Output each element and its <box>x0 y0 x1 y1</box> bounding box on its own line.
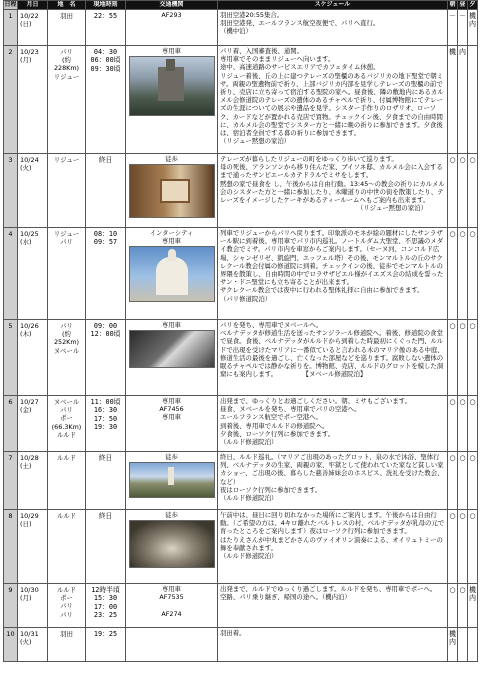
day-time: 09：00 12：00頃 <box>86 320 126 396</box>
day-time: 11：00頃 16：30 17：50 19：30 <box>86 396 126 452</box>
day-number: 8 <box>4 510 18 584</box>
table-row <box>4 396 478 452</box>
sacre-coeur-photo <box>129 246 215 302</box>
day-schedule: パリを発ち、専用車でヌベールへ。 ベルナデッタが修道生活を送ったサンジラール修道院へ。着後、修道院の食堂で昼食。食後、ベルナデッタがルルドから到着した時最初にくぐった門、ルルドで出現を受けたマリアに一番似ていると言われる木のマリア像のある中庭、修道生活の最後を過ごし、亡くなった部屋などを巡ります。腐敗しない遺体の眠るチャペルでは静かな祈りを。博物館、売店、ルルドのグロットを模した洞窟にも案内します。 【ヌベール修道院泊】 <box>218 320 448 396</box>
day-time: 12時半頃 15：30 17：00 23：25 <box>86 584 126 628</box>
meal-dinner <box>468 628 478 662</box>
meal-breakfast: ○ <box>448 452 458 510</box>
day-time: 19：25 <box>86 628 126 662</box>
day-schedule: 列車でリジューからパリへ戻ります。印象派のモネが絵の題材にしたサンラザール駅に到着後、専用車でパリ市内巡礼。ノートルダム大聖堂、不思議のメダイ教会でミサ。パリ市内を車窓からご案内します。（セーヌ河、コンコルド広場、シャンゼリゼ、凱旋門、エッフェル塔）その後、モンマルトルの丘のサクレクール教会付属の修道院に到着。チェックインの後、徒歩でモンマルトルの界隈を散策し、自由時間の中でロラサザビエル様がイエズス会の結成を誓ったサン・ドニ聖堂にも立ち寄ることが出来ます。 サクレクール教会では夜中に行われる聖体礼拝に自由に参加できます。 （パリ修道院泊） <box>218 228 448 320</box>
day-number: 7 <box>4 452 18 510</box>
table-row <box>4 510 478 584</box>
day-time: 終日 <box>86 510 126 584</box>
meal-breakfast: ○ <box>448 510 458 584</box>
meal-lunch: ○ <box>458 510 468 584</box>
header-date: 月日 <box>18 1 48 10</box>
day-date: 10/30 (月) <box>18 584 48 628</box>
meal-lunch: ○ <box>458 584 468 628</box>
nevers-photo <box>129 330 215 368</box>
meal-lunch: － <box>458 10 468 46</box>
day-place: リジュー パリ <box>48 228 86 320</box>
day-schedule: 出発まで、ゆっくりとお過ごしください。朝、ミサもございます。 昼食、ヌベールを発ち、専用車でパリの空港へ。 エールフランス航空でポー空港へ。 到着後、専用車でルルドの修道院へ。 夕食後、ローソク行列に参加できます。 （ルルド修道院泊） <box>218 396 448 452</box>
day-schedule: 羽田着。 <box>218 628 448 662</box>
table-row <box>4 154 478 228</box>
day-transport: 専用車 AF7535 AF274 <box>126 584 218 628</box>
day-transport-cell <box>126 228 218 320</box>
day-date: 10/31 (火) <box>18 628 48 662</box>
header-lunch: 昼 <box>459 1 466 8</box>
meal-dinner: 機内 <box>468 584 478 628</box>
day-date: 10/22 (日) <box>18 10 48 46</box>
day-schedule: パリ着、入国審査後、通関。 専用車でそのままリジューへ向います。 途中、高速道路のサービスエリアでカフェタイム休憩。 リジュー着後、丘の上に建つテレーズの聖櫃のあるバジリカの地下聖堂で朝ミサ。両親の聖遺物前で祈り、上部バジリカ内部を見学しテレーズの聖櫃の前で祈り、売店に立ち寄って宿泊する聖院の家へ。昼食後、隣の敷地内にあるカルメル会修道院のテレーズの遺体のあるチャペルで祈り、付属博物館にてテレーズの生涯についての展示や遺品を見学。シスター手作りのロザリオ、ローソク、カードなどが置かれる売店で買物。チェックイン後、夕食までの自由時間に、カルメル会の聖堂でシスター方と一緒に晩の祈りに参加できます。夕食後は、宿泊者全員でする暮の祈りに参加できます。 （リジュー黙想の家泊） <box>218 46 448 154</box>
day-schedule: 羽田空港20:55集合。 羽田空港発、エールフランス航空夜便で、パリへ直行。 （機中泊） <box>218 10 448 46</box>
meal-dinner: ○ <box>468 320 478 396</box>
day-place: ルルド ポー パリ パリ <box>48 584 86 628</box>
table-row <box>4 228 478 320</box>
day-date: 10/26 (木) <box>18 320 48 396</box>
day-place: 羽田 <box>48 628 86 662</box>
day-number: 9 <box>4 584 18 628</box>
day-date: 10/24 (火) <box>18 154 48 228</box>
meal-dinner: ○ <box>468 154 478 228</box>
header-row <box>4 1 478 10</box>
meal-lunch: ○ <box>458 452 468 510</box>
day-place: パリ (約228Km) リジュー <box>48 46 86 154</box>
day-number: 2 <box>4 46 18 154</box>
meal-dinner: ○ <box>468 452 478 510</box>
day-transport-cell <box>126 510 218 584</box>
day-transport: 徒歩 <box>165 453 178 461</box>
day-transport-cell <box>126 154 218 228</box>
meal-dinner: ○ <box>468 396 478 452</box>
day-transport: 徒歩 <box>165 511 178 519</box>
meal-lunch: 内 <box>458 46 468 154</box>
header-place: 地 名 <box>48 1 86 10</box>
day-time: 08：10 09：57 <box>86 228 126 320</box>
meal-breakfast: 機内 <box>448 628 458 662</box>
day-transport: 徒歩 <box>165 155 178 163</box>
header-no: 日程 <box>4 1 17 8</box>
meal-breakfast: 機 <box>448 46 458 154</box>
table-row <box>4 584 478 628</box>
day-place: ヌベール パリ ポー (66.3Km) ルルド <box>48 396 86 452</box>
meal-dinner: ○ <box>468 510 478 584</box>
day-date: 10/29 (日) <box>18 510 48 584</box>
header-dinner: 夕 <box>469 1 476 8</box>
table-row <box>4 452 478 510</box>
day-transport: インターシティ 専用車 <box>149 229 194 246</box>
day-schedule: テレーズが暮らしたリジューの町をゆっくり歩いて巡ります。 母の死後、アランソンから移り住んだ家、ブイソネ邸、カルメル会に入会するまで通ったサンピエールカテドラルでミサをします。 黙想の家で昼食を し、午後からは自由行動。13:45～の教会の祈りにカルメル会のシスターた方と一緒に参加したり、木曜道りの中世の街を散策したり、テレーズをイメージしたケーキがあるティールームへもご案内も出来ます。 <box>220 155 445 205</box>
day-date: 10/25 (水) <box>18 228 48 320</box>
header-time: 現地時刻 <box>86 1 126 10</box>
table-row <box>4 320 478 396</box>
meal-breakfast: ○ <box>448 154 458 228</box>
day-date: 10/28 (土) <box>18 452 48 510</box>
day-number: 6 <box>4 396 18 452</box>
day-time: 04：30 06：00頃 09：30頃 <box>86 46 126 154</box>
meal-lunch: ○ <box>458 396 468 452</box>
meal-dinner: ○ <box>468 228 478 320</box>
day-transport-cell <box>126 320 218 396</box>
day-schedule-lodging: （リジュー黙想の家泊） <box>356 204 427 213</box>
day-date: 10/23 (月) <box>18 46 48 154</box>
day-transport: 専用車 AF7456 専用車 <box>126 396 218 452</box>
day-date: 10/27 (金) <box>18 396 48 452</box>
day-schedule-cell <box>218 154 448 228</box>
lisieux-basilica-photo <box>129 56 215 116</box>
itinerary-table <box>3 0 478 662</box>
header-breakfast: 朝 <box>449 1 456 8</box>
lourdes-basilica-photo <box>129 462 215 498</box>
table-row <box>4 628 478 662</box>
day-transport-cell <box>126 46 218 154</box>
meal-lunch: ○ <box>458 320 468 396</box>
table-row <box>4 46 478 154</box>
meal-breakfast: － <box>448 10 458 46</box>
day-transport: AF293 <box>126 10 218 46</box>
header-transport: 交通機関 <box>126 1 218 10</box>
meal-breakfast: ○ <box>448 396 458 452</box>
day-place: パリ (約252Km) ヌベール <box>48 320 86 396</box>
day-place: リジュー <box>48 154 86 228</box>
therese-room-photo <box>129 164 215 218</box>
day-schedule: 午前中は、昼日に回り切れなかった場所にご案内します。午後からは自由行動。（ご希望の方は、4キロ離れたバルトレスの村、ベルナデッタが乳母の元で育ったところをご案内します）夜はローソク行列に参加できます。 はたりえさんが中丸まどかさんのヴァイオリン演奏による、オイリュトミーの舞を奉献されます。 （ルルド修道院泊） <box>218 510 448 584</box>
lourdes-grotto-photo <box>129 520 215 568</box>
day-number: 4 <box>4 228 18 320</box>
day-number: 1 <box>4 10 18 46</box>
day-time: 終日 <box>86 452 126 510</box>
meal-breakfast: ○ <box>448 584 458 628</box>
day-transport: 専用車 <box>161 321 182 329</box>
day-place: 羽田 <box>48 10 86 46</box>
day-schedule: 出発まで、ルルドでゆっくり過ごします。ルルドを発ち、専用車でポーへ。 空路、パリ乗り継ぎ、帰国の途へ。（機内泊） <box>218 584 448 628</box>
day-time: 22：55 <box>86 10 126 46</box>
meal-breakfast: ○ <box>448 228 458 320</box>
day-number: 3 <box>4 154 18 228</box>
day-number: 5 <box>4 320 18 396</box>
table-row <box>4 10 478 46</box>
day-place: ルルド <box>48 452 86 510</box>
day-schedule: 終日、ルルド巡礼。（マリアご出現のあったグロット、泉の水で沐浴、聖体行列、ベルナデッタの生家、両親の家、牢獄として使われていた家など貧しい家カショー、ご出現の後、暮らした慈善姉妹会のホスピス、洗礼を受けた教会、など） 夜はローソク行列に参加できます。 （ルルド修道院泊） <box>218 452 448 510</box>
meal-lunch: ○ <box>458 154 468 228</box>
meal-dinner: 機内 <box>468 10 478 46</box>
day-transport: 専用車 <box>161 47 182 55</box>
day-time: 終日 <box>86 154 126 228</box>
meal-lunch <box>458 628 468 662</box>
day-number: 10 <box>4 628 18 662</box>
header-schedule: スケジュール <box>218 1 448 10</box>
day-transport-cell <box>126 452 218 510</box>
meal-lunch: ○ <box>458 228 468 320</box>
meal-breakfast: ○ <box>448 320 458 396</box>
day-transport <box>126 628 218 662</box>
day-place: ルルド <box>48 510 86 584</box>
meal-dinner <box>468 46 478 154</box>
